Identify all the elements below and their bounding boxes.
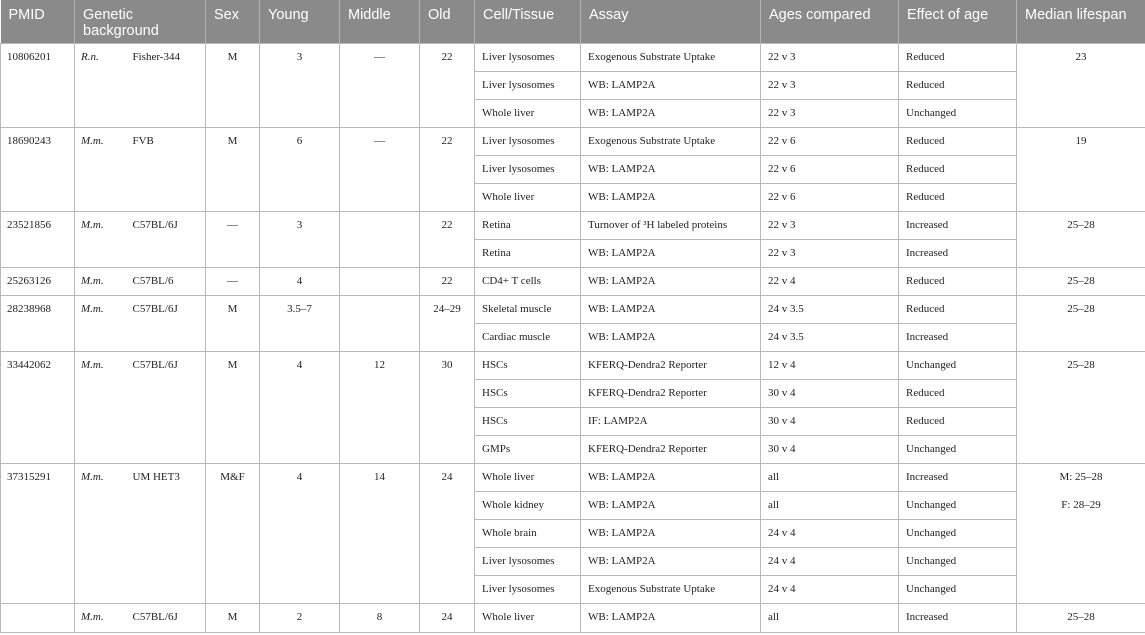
middle-age-cell: 14 [340,464,420,604]
tissue-cell: Liver lysosomes [475,127,581,155]
sex-cell: M [206,352,260,464]
tissue-cell: Retina [475,239,581,267]
tissue-cell: Liver lysosomes [475,43,581,71]
assay-cell: WB: LAMP2A [581,183,761,211]
ages-compared-cell: all [761,604,899,633]
sex-cell: — [206,211,260,267]
effect-cell: Reduced [899,127,1017,155]
young-age-cell: 4 [260,352,340,464]
lifespan-value: 23 [1075,50,1087,63]
old-age-cell: 22 [420,211,475,267]
assay-cell: IF: LAMP2A [581,408,761,436]
assay-cell: KFERQ-Dendra2 Reporter [581,436,761,464]
tissue-cell: Liver lysosomes [475,71,581,99]
sex-cell: — [206,267,260,296]
effect-cell: Reduced [899,155,1017,183]
species-cell: M.m. [75,352,127,464]
ages-compared-cell: 22 v 6 [761,155,899,183]
species-cell: M.m. [75,464,127,604]
old-age-cell: 22 [420,127,475,211]
table-row [1,43,1145,71]
species-cell: M.m. [75,296,127,352]
assay-cell: KFERQ-Dendra2 Reporter [581,352,761,380]
species-cell: M.m. [75,604,127,633]
header-ages-compared: Ages compared [761,0,899,43]
young-age-cell: 6 [260,127,340,211]
table-row [1,127,1145,155]
lifespan-value: 25–28 [1067,303,1095,316]
young-age-cell: 4 [260,464,340,604]
species-cell: M.m. [75,267,127,296]
young-age-cell: 3 [260,43,340,127]
strain-cell: C57BL/6J [127,604,206,633]
header-median-lifespan: Median lifespan [1017,0,1145,43]
lifespan-value: 25–28 [1067,218,1095,231]
lifespan-value: 25–28 [1067,611,1095,624]
header-genetic-background: Genetic background [75,0,206,43]
tissue-cell: Whole liver [475,604,581,633]
assay-cell: WB: LAMP2A [581,520,761,548]
effect-cell: Unchanged [899,99,1017,127]
sex-cell: M [206,127,260,211]
old-age-cell: 30 [420,352,475,464]
effect-cell: Unchanged [899,520,1017,548]
assay-cell: Turnover of ³H labeled proteins [581,211,761,239]
old-age-cell: 22 [420,43,475,127]
strain-cell: Fisher-344 [127,43,206,127]
ages-compared-cell: 22 v 6 [761,183,899,211]
effect-cell: Reduced [899,296,1017,324]
old-age-cell: 24–29 [420,296,475,352]
pmid-cell [1,604,75,633]
ages-compared-cell: 22 v 3 [761,71,899,99]
table-row [1,604,1145,633]
strain-cell: C57BL/6J [127,352,206,464]
middle-age-cell [340,211,420,267]
pmid-cell: 28238968 [1,296,75,352]
species-cell: M.m. [75,211,127,267]
effect-cell: Unchanged [899,576,1017,604]
tissue-cell: Whole brain [475,520,581,548]
tissue-cell: Skeletal muscle [475,296,581,324]
ages-compared-cell: 22 v 3 [761,99,899,127]
table-row [1,267,1145,296]
species-cell: M.m. [75,127,127,211]
assay-cell: WB: LAMP2A [581,155,761,183]
lifespan-value: 19 [1075,134,1087,147]
effect-cell: Reduced [899,183,1017,211]
pmid-cell: 10806201 [1,43,75,127]
ages-compared-cell: 24 v 3.5 [761,324,899,352]
tissue-cell: Whole kidney [475,492,581,520]
table-row [1,352,1145,380]
assay-cell: WB: LAMP2A [581,99,761,127]
effect-cell: Increased [899,604,1017,633]
ages-compared-cell: 24 v 3.5 [761,296,899,324]
young-age-cell: 3 [260,211,340,267]
assay-cell: WB: LAMP2A [581,324,761,352]
sex-cell: M [206,43,260,127]
ages-compared-cell: 30 v 4 [761,380,899,408]
median-lifespan-cell [1017,127,1145,211]
tissue-cell: HSCs [475,408,581,436]
old-age-cell: 24 [420,464,475,604]
header-middle: Middle [340,0,420,43]
middle-age-cell [340,267,420,296]
ages-compared-cell: 22 v 3 [761,43,899,71]
header-sex: Sex [206,0,260,43]
median-lifespan-cell [1017,43,1145,127]
middle-age-cell: — [340,43,420,127]
effect-cell: Unchanged [899,492,1017,520]
header-old: Old [420,0,475,43]
table-row [1,296,1145,324]
middle-age-cell: 12 [340,352,420,464]
strain-cell: UM HET3 [127,464,206,604]
pmid-cell: 23521856 [1,211,75,267]
header-pmid: PMID [1,0,75,43]
ages-compared-cell: all [761,464,899,492]
header-young: Young [260,0,340,43]
header-row [1,0,1145,43]
sex-cell: M [206,604,260,633]
young-age-cell: 3.5–7 [260,296,340,352]
median-lifespan-cell [1017,267,1145,296]
young-age-cell: 2 [260,604,340,633]
pmid-cell: 25263126 [1,267,75,296]
species-cell: R.n. [75,43,127,127]
effect-cell: Unchanged [899,548,1017,576]
assay-cell: Exogenous Substrate Uptake [581,127,761,155]
tissue-cell: Cardiac muscle [475,324,581,352]
table-body [1,43,1145,632]
header-effect-of-age: Effect of age [899,0,1017,43]
assay-cell: Exogenous Substrate Uptake [581,576,761,604]
ages-compared-cell: 30 v 4 [761,408,899,436]
ages-compared-cell: 30 v 4 [761,436,899,464]
effect-cell: Increased [899,464,1017,492]
effect-cell: Reduced [899,43,1017,71]
young-age-cell: 4 [260,267,340,296]
median-lifespan-cell [1017,296,1145,352]
assay-cell: WB: LAMP2A [581,239,761,267]
tissue-cell: Whole liver [475,183,581,211]
ages-compared-cell: all [761,492,899,520]
effect-cell: Reduced [899,408,1017,436]
tissue-cell: CD4+ T cells [475,267,581,296]
lifespan-value: F: 28–29 [1061,498,1101,511]
effect-cell: Unchanged [899,352,1017,380]
pmid-cell: 33442062 [1,352,75,464]
strain-cell: C57BL/6J [127,211,206,267]
assay-cell: WB: LAMP2A [581,267,761,296]
median-lifespan-cell [1017,211,1145,267]
ages-compared-cell: 22 v 3 [761,211,899,239]
table-row [1,464,1145,492]
ages-compared-cell: 24 v 4 [761,548,899,576]
assay-cell: WB: LAMP2A [581,548,761,576]
effect-cell: Unchanged [899,436,1017,464]
assay-cell: WB: LAMP2A [581,492,761,520]
tissue-cell: HSCs [475,380,581,408]
tissue-cell: Liver lysosomes [475,155,581,183]
assay-cell: WB: LAMP2A [581,604,761,633]
tissue-cell: Retina [475,211,581,239]
ages-compared-cell: 12 v 4 [761,352,899,380]
tissue-cell: Liver lysosomes [475,576,581,604]
middle-age-cell: — [340,127,420,211]
effect-cell: Reduced [899,380,1017,408]
tissue-cell: Whole liver [475,464,581,492]
effect-cell: Reduced [899,71,1017,99]
median-lifespan-cell [1017,464,1145,604]
median-lifespan-cell [1017,604,1145,633]
ages-compared-cell: 22 v 6 [761,127,899,155]
tissue-cell: Liver lysosomes [475,548,581,576]
tissue-cell: Whole liver [475,99,581,127]
pmid-cell: 18690243 [1,127,75,211]
assay-cell: WB: LAMP2A [581,464,761,492]
strain-cell: C57BL/6 [127,267,206,296]
effect-cell: Increased [899,239,1017,267]
header-assay: Assay [581,0,761,43]
ages-compared-cell: 22 v 3 [761,239,899,267]
tissue-cell: HSCs [475,352,581,380]
sex-cell: M&F [206,464,260,604]
assay-cell: WB: LAMP2A [581,296,761,324]
assay-cell: KFERQ-Dendra2 Reporter [581,380,761,408]
old-age-cell: 24 [420,604,475,633]
assay-cell: WB: LAMP2A [581,71,761,99]
header-cell-tissue: Cell/Tissue [475,0,581,43]
lifespan-value: 25–28 [1067,274,1095,287]
median-lifespan-cell [1017,352,1145,464]
ages-compared-cell: 24 v 4 [761,576,899,604]
strain-cell: FVB [127,127,206,211]
sex-cell: M [206,296,260,352]
middle-age-cell [340,296,420,352]
pmid-cell: 37315291 [1,464,75,604]
assay-cell: Exogenous Substrate Uptake [581,43,761,71]
lifespan-value: 25–28 [1067,359,1095,372]
table-row [1,211,1145,239]
old-age-cell: 22 [420,267,475,296]
middle-age-cell: 8 [340,604,420,633]
effect-cell: Increased [899,211,1017,239]
strain-cell: C57BL/6J [127,296,206,352]
ages-compared-cell: 22 v 4 [761,267,899,296]
ages-compared-cell: 24 v 4 [761,520,899,548]
tissue-cell: GMPs [475,436,581,464]
effect-cell: Increased [899,324,1017,352]
effect-cell: Reduced [899,267,1017,296]
lifespan-value: M: 25–28 [1059,471,1103,484]
